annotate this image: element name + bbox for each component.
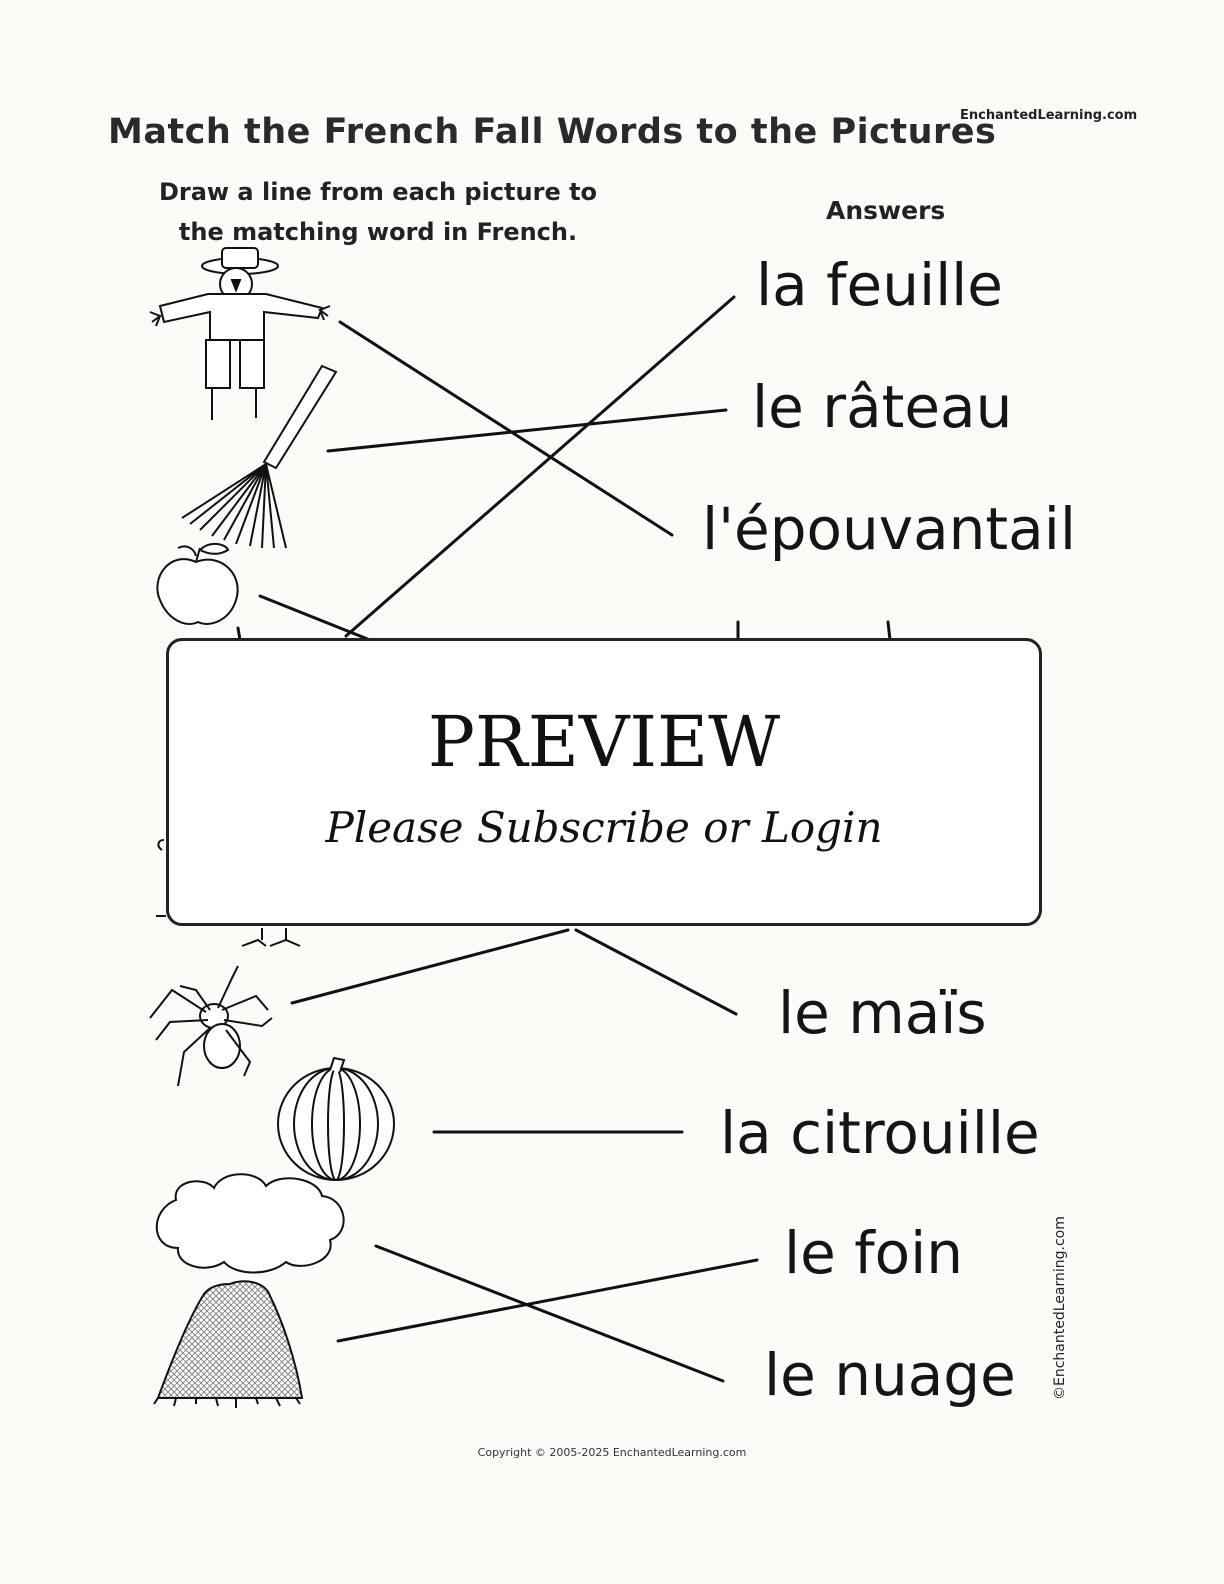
answer-line-cloud <box>376 1246 723 1381</box>
cloud-icon <box>157 1174 344 1272</box>
side-copyright: ©EnchantedLearning.com <box>1052 1216 1068 1400</box>
rake-icon <box>182 366 336 548</box>
word-la-citrouille: la citrouille <box>720 1099 1040 1167</box>
answer-line-apple <box>260 596 370 640</box>
preview-title: PREVIEW <box>427 701 781 783</box>
word-le-rateau: le râteau <box>752 373 1013 441</box>
answer-line-leaf <box>346 297 734 636</box>
footer-copyright: Copyright © 2005-2025 EnchantedLearning.com <box>477 1446 747 1459</box>
instructions-line-2: the matching word in French. <box>178 218 578 246</box>
subscribe-login-prompt[interactable]: Please Subscribe or Login <box>325 803 883 852</box>
spider-icon <box>150 966 272 1086</box>
answers-label: Answers <box>826 196 946 225</box>
answer-line-corn <box>576 930 736 1014</box>
word-le-mais: le maïs <box>778 979 987 1047</box>
preview-overlay[interactable] <box>166 638 1042 926</box>
instructions-line-1: Draw a line from each picture to <box>158 178 598 206</box>
haystack-icon <box>154 1281 302 1408</box>
brand-logo-text[interactable]: EnchantedLearning.com <box>960 108 1138 123</box>
word-l-epouvantail: l'épouvantail <box>702 495 1076 563</box>
answer-line-spider <box>292 930 568 1003</box>
pumpkin-icon <box>278 1058 394 1180</box>
page-title: Match the French Fall Words to the Pictures <box>108 112 997 152</box>
answer-line-scarecrow <box>340 322 672 535</box>
word-le-foin: le foin <box>784 1219 964 1287</box>
word-le-nuage: le nuage <box>764 1341 1016 1409</box>
answer-line-haystack <box>338 1260 757 1341</box>
word-la-feuille: la feuille <box>756 251 1003 319</box>
scarecrow-icon <box>150 248 330 420</box>
answer-line-rake <box>328 410 726 451</box>
apple-icon <box>157 544 237 624</box>
